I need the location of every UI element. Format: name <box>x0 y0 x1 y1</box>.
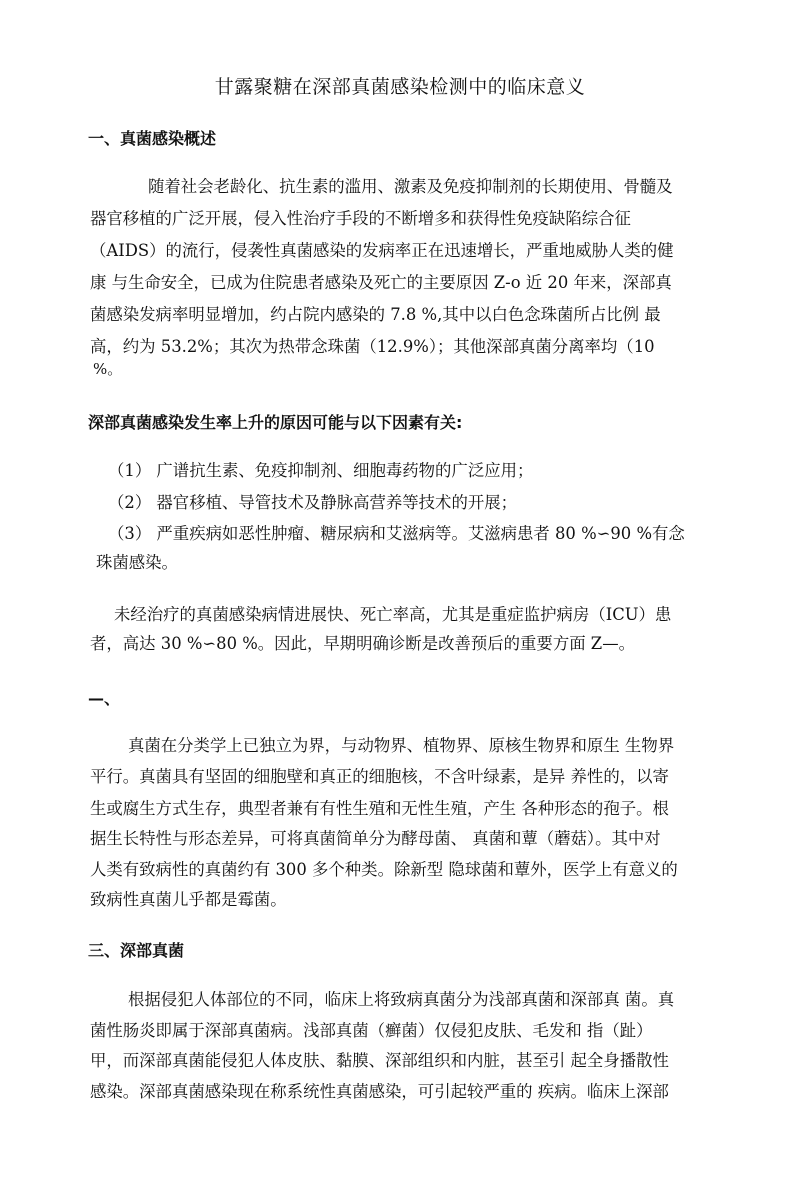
section-1-line: （AIDS）的流行，侵袭性真菌感染的发病率正在迅速增长，严重地威胁人类的健 <box>90 241 674 260</box>
section-3-heading: 三、深部真菌 <box>88 941 185 960</box>
factor-item-continued: 珠菌感染。 <box>96 553 178 572</box>
section-2-heading: —、 <box>88 689 121 708</box>
section-3-line: 菌性肠炎即属于深部真菌病。浅部真菌（癣菌）仅侵犯皮肤、毛发和 指（趾） <box>90 1021 653 1040</box>
section-2-line: 致病性真菌儿乎都是霉菌。 <box>90 890 287 909</box>
section-1-line: 器官移植的广泛开展，侵入性治疗手段的不断增多和获得性免疫缺陷综合征 <box>90 209 631 228</box>
section-1-line: 高，约为 53.2%；其次为热带念珠菌（12.9%）；其他深部真菌分离率均（10 <box>90 337 655 356</box>
document-title: 甘露聚糖在深部真菌感染检测中的临床意义 <box>214 76 586 98</box>
section-2-line: 生或腐生方式生存，典型者兼有有性生殖和无性生殖，产生 各种形态的孢子。根 <box>90 799 669 818</box>
section-2-line: 平行。真菌具有坚固的细胞壁和真正的细胞核，不含叶绿素，是异 养性的，以寄 <box>90 767 669 786</box>
paragraph-line: 未经治疗的真菌感染病情进展快、死亡率高，尤其是重症监护病房（ICU）患 <box>114 605 672 624</box>
factor-item: （2） 器官移植、导管技术及静脉高营养等技术的开展； <box>108 493 518 512</box>
section-3-line: 感染。深部真菌感染现在称系统性真菌感染，可引起较严重的 疾病。临床上深部 <box>90 1082 669 1101</box>
section-2-line: 人类有致病性的真菌约有 300 多个种类。除新型 隐球菌和蕈外，医学上有意义的 <box>90 860 678 879</box>
section-1-line: 康 与生命安全，已成为住院患者感染及死亡的主要原因 Z-o 近 20 年来，深部真 <box>90 273 672 292</box>
section-1-line: 随着社会老龄化、抗生素的滥用、激素及免疫抑制剂的长期使用、骨髓及 <box>148 177 673 196</box>
factor-item: （3） 严重疾病如恶性肿瘤、糖尿病和艾滋病等。艾滋病患者 80 %∽90 %有念 <box>108 524 685 543</box>
section-2-line: 据生长特性与形态差异，可将真菌简单分为酵母菌、 真菌和蕈（蘑菇）。其中对 <box>90 829 661 848</box>
factor-item: （1） 广谱抗生素、免疫抑制剂、细胞毒药物的广泛应用； <box>108 461 534 480</box>
section-3-line: 根据侵犯人体部位的不同，临床上将致病真菌分为浅部真菌和深部真 菌。真 <box>128 990 675 1009</box>
factors-heading: 深部真菌感染发生率上升的原因可能与以下因素有关: <box>88 413 463 432</box>
section-1-line: 菌感染发病率明显增加，约占院内感染的 7.8 %,其中以白色念珠菌所占比例 最 <box>90 305 661 324</box>
section-2-line: 真菌在分类学上已独立为界，与动物界、植物界、原核生物界和原生 生物界 <box>128 736 675 755</box>
paragraph-line: 者，高达 30 %∽80 %。因此，早期明确诊断是改善预后的重要方面 Z—。 <box>90 634 635 653</box>
section-1-line: %。 <box>93 360 123 378</box>
section-1-heading: 一、真菌感染概述 <box>88 129 217 148</box>
section-3-line: 甲，而深部真菌能侵犯人体皮肤、黏膜、深部组织和内脏，甚至引 起全身播散性 <box>90 1051 669 1070</box>
